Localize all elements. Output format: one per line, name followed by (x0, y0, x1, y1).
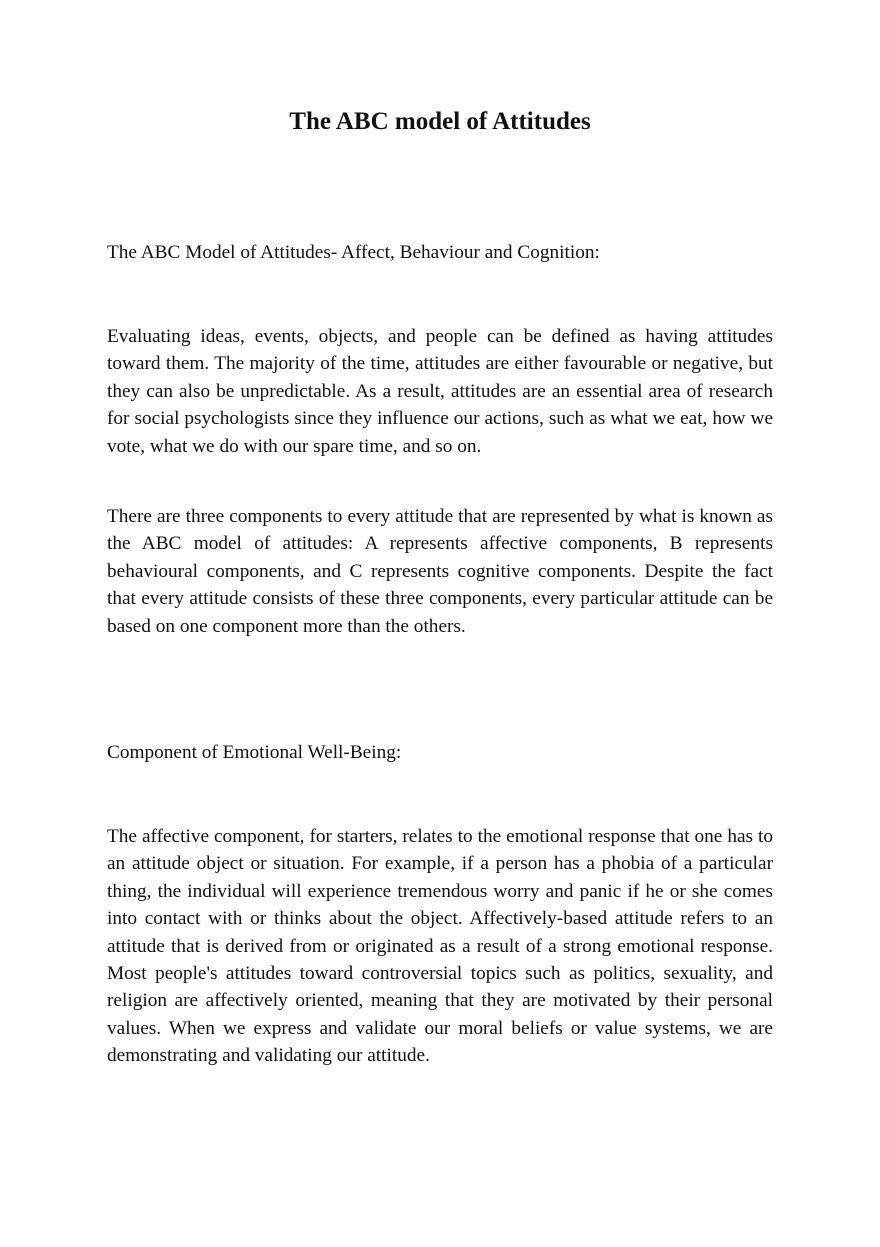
section-heading-abc-model: The ABC Model of Attitudes- Affect, Behaviour and Cognition: (107, 242, 600, 263)
paragraph-attitudes-definition: Evaluating ideas, events, objects, and people can be defined as having attitudes toward them. The majority of the time, attitudes are either favourable or negative, but they can also be unpredictable. As a result, attitudes are an essential area of research for social psychologists since they influence our actions, such as what we eat, how we vote, what we do with our spare time, and so on. (107, 326, 773, 457)
document-title: The ABC model of Attitudes (289, 108, 591, 135)
section-heading-emotional-component: Component of Emotional Well-Being: (107, 742, 402, 763)
paragraph-three-components: There are three components to every attitude that are represented by what is known as the ABC model of attitudes: A represents affective components, B represents behavioural components, and C represents cognitive components. Despite the fact that every attitude consists of these three components, every particular attitude can be based on one component more than the others. (107, 506, 773, 637)
paragraph-affective-component: The affective component, for starters, relates to the emotional response that one has to an attitude object or situation. For example, if a person has a phobia of a particular thing, the individual will experience tremendous worry and panic if he or she comes into contact with or thinks about the object. Affectively-based attitude refers to an attitude that is derived from or originated as a result of a strong emotional response. Most people's attitudes toward controversial topics such as politics, sexuality, and religion are affectively oriented, meaning that they are motivated by their personal values. When we express and validate our moral beliefs or value systems, we are demonstrating and validating our attitude. (107, 826, 773, 1067)
